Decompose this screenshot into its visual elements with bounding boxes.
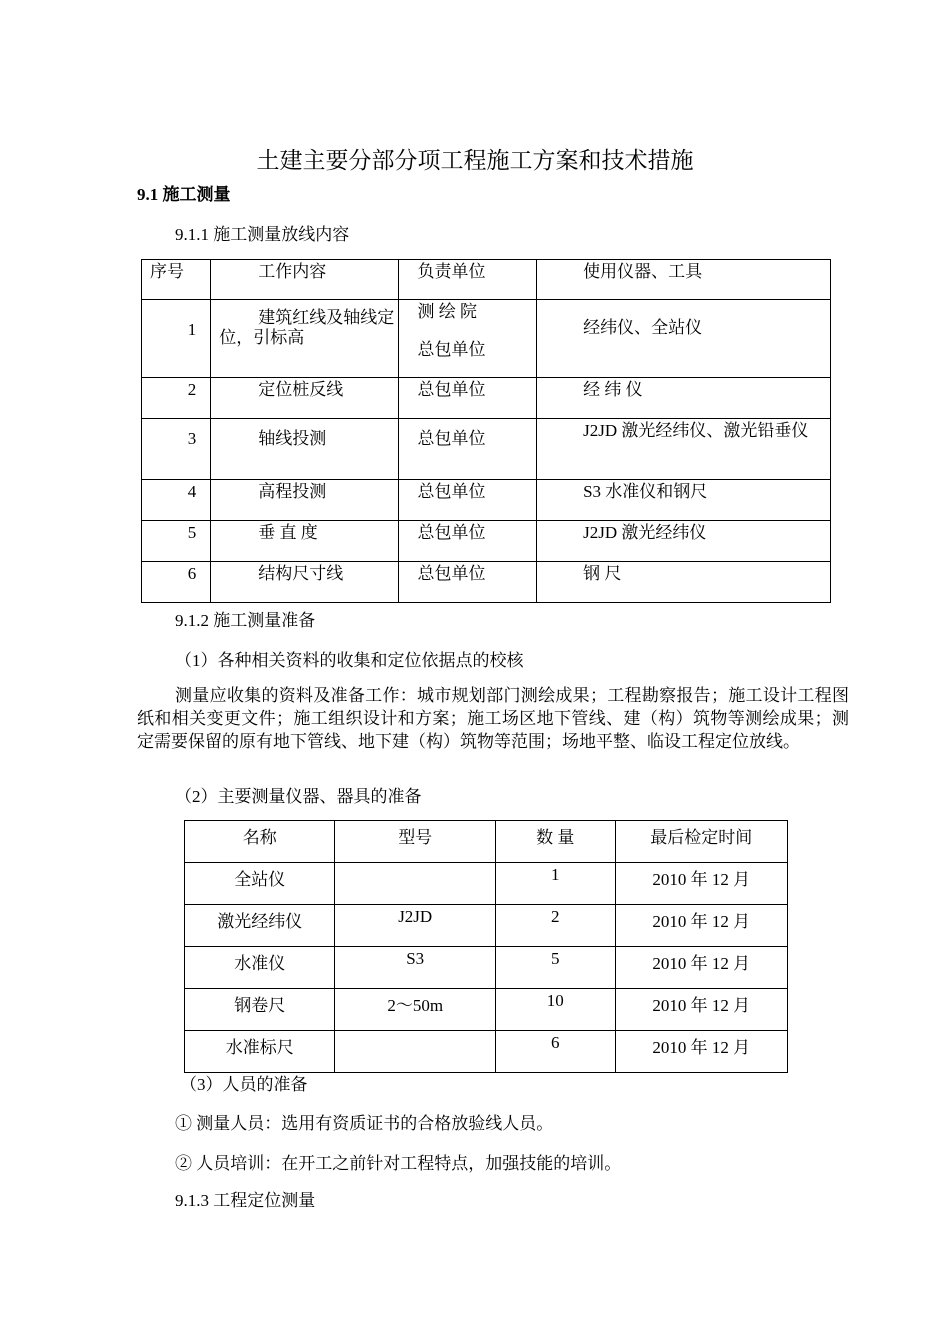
unit-cell: 总包单位 <box>399 521 537 562</box>
qty-cell: 10 <box>495 989 615 1031</box>
instrument-table <box>184 820 788 1073</box>
tool-cell: 钢 尺 <box>537 562 831 603</box>
name-cell: 激光经纬仪 <box>185 905 335 947</box>
header-cell: 数 量 <box>495 821 615 863</box>
model-cell <box>335 1031 495 1073</box>
work-text: 建筑红线及轴线定位，引标高 <box>219 308 395 347</box>
table-row <box>185 989 788 1031</box>
tool-cell: 经纬仪、全站仪 <box>537 300 831 378</box>
date-cell: 2010 年 12 月 <box>615 1031 787 1073</box>
table-row <box>185 905 788 947</box>
unit-text: 测 绘 院 <box>417 302 477 321</box>
table-row <box>142 562 831 603</box>
qty-cell: 6 <box>495 1031 615 1073</box>
body-paragraph: 测量应收集的资料及准备工作：城市规划部门测绘成果；工程勘察报告；施工设计工程图纸和相关变更文件；施工组织设计和方案；施工场区地下管线、建（构）筑物等测绘成果；测定需要保留的原有地下管线、地下建（构）筑物等范围；场地平整、临设工程定位放线。 <box>137 686 849 751</box>
table-row <box>185 863 788 905</box>
table-row <box>142 419 831 480</box>
table-row <box>185 947 788 989</box>
list-item: （3）人员的准备 <box>180 1075 308 1094</box>
name-cell: 水准仪 <box>185 947 335 989</box>
tool-cell: S3 水准仪和钢尺 <box>537 480 831 521</box>
unit-cell: 总包单位 <box>399 480 537 521</box>
work-cell: 高程投测 <box>211 480 399 521</box>
work-cell: 结构尺寸线 <box>211 562 399 603</box>
model-cell <box>335 863 495 905</box>
header-cell: 序号 <box>142 260 211 300</box>
header-cell: 型号 <box>335 821 495 863</box>
subsection-heading: 9.1.1 施工测量放线内容 <box>175 225 350 244</box>
date-cell: 2010 年 12 月 <box>615 863 787 905</box>
qty-cell: 5 <box>495 947 615 989</box>
date-cell: 2010 年 12 月 <box>615 905 787 947</box>
tool-cell: 经 纬 仪 <box>537 378 831 419</box>
header-cell: 工作内容 <box>211 260 399 300</box>
subsection-heading: 9.1.3 工程定位测量 <box>175 1191 316 1210</box>
model-cell: S3 <box>335 947 495 989</box>
name-cell: 钢卷尺 <box>185 989 335 1031</box>
seq-cell: 1 <box>142 300 211 378</box>
tool-cell <box>537 419 831 480</box>
header-cell: 最后检定时间 <box>615 821 787 863</box>
work-cell <box>211 300 399 378</box>
section-heading: 9.1 施工测量 <box>137 185 231 204</box>
unit-text: 总包单位 <box>417 340 486 359</box>
name-cell: 全站仪 <box>185 863 335 905</box>
header-cell: 使用仪器、工具 <box>537 260 831 300</box>
tool-text: J2JD 激光经纬仪、激光铅垂仪 <box>583 421 809 440</box>
work-cell: 轴线投测 <box>211 419 399 480</box>
table-header-row <box>142 260 831 300</box>
table-row <box>142 521 831 562</box>
seq-cell: 5 <box>142 521 211 562</box>
date-cell: 2010 年 12 月 <box>615 947 787 989</box>
list-item: （1）各种相关资料的收集和定位依据点的校核 <box>175 651 524 670</box>
list-item: ② 人员培训：在开工之前针对工程特点，加强技能的培训。 <box>175 1154 622 1173</box>
name-cell: 水准标尺 <box>185 1031 335 1073</box>
unit-cell: 总包单位 <box>399 562 537 603</box>
list-item: （2）主要测量仪器、器具的准备 <box>175 787 422 806</box>
table-row <box>142 378 831 419</box>
table-header-row <box>185 821 788 863</box>
tool-cell: J2JD 激光经纬仪 <box>537 521 831 562</box>
header-cell: 名称 <box>185 821 335 863</box>
qty-cell: 1 <box>495 863 615 905</box>
work-cell: 定位桩反线 <box>211 378 399 419</box>
seq-cell: 6 <box>142 562 211 603</box>
date-cell: 2010 年 12 月 <box>615 989 787 1031</box>
document-title: 土建主要分部分项工程施工方案和技术措施 <box>256 148 694 173</box>
model-cell: J2JD <box>335 905 495 947</box>
unit-cell: 总包单位 <box>399 419 537 480</box>
subsection-heading: 9.1.2 施工测量准备 <box>175 611 316 630</box>
unit-cell: 总包单位 <box>399 378 537 419</box>
seq-cell: 3 <box>142 419 211 480</box>
list-item: ① 测量人员：选用有资质证书的合格放验线人员。 <box>175 1114 554 1133</box>
seq-cell: 2 <box>142 378 211 419</box>
survey-content-table <box>141 259 831 603</box>
unit-cell <box>399 300 537 378</box>
model-cell: 2～50m <box>335 989 495 1031</box>
table-row <box>185 1031 788 1073</box>
table-row <box>142 480 831 521</box>
header-cell: 负责单位 <box>399 260 537 300</box>
seq-cell: 4 <box>142 480 211 521</box>
table-row <box>142 300 831 378</box>
work-cell: 垂 直 度 <box>211 521 399 562</box>
qty-cell: 2 <box>495 905 615 947</box>
